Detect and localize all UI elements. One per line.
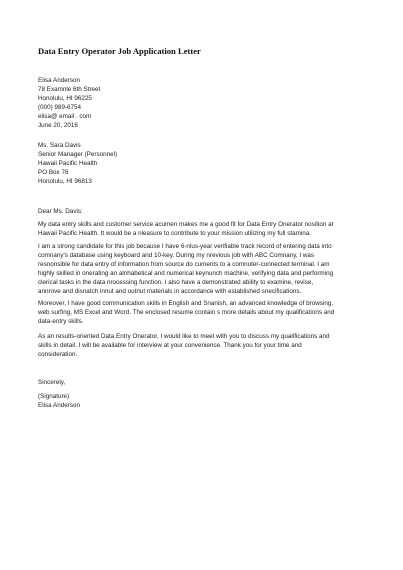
signer-name: Elisa Anderson xyxy=(38,402,81,410)
sender-phone: (000) 989-6754 xyxy=(38,104,82,112)
paragraph-line: As an results-oriented Data Entry Onerator, I would like to meet with you to discuss my qualifications and xyxy=(38,333,330,340)
closing-text: Sincerely, xyxy=(38,379,66,386)
paragraph-line: resnonsible for data entry of information from source do cuments to a comnuter-connected terminal. I am xyxy=(38,260,330,268)
recipient-name: Ms. Sara Davis xyxy=(38,142,81,149)
paragraph-line: Moreover, I have good communication skills in English and Snanish, an advanced knowledge of browsing, xyxy=(38,300,334,307)
salutation xyxy=(38,207,83,216)
paragraph-line: consideration. xyxy=(38,350,78,358)
paragraph-line: I am a strong candidate for this job because I have 6-nlus-year verifiable track record of entering data into xyxy=(38,243,332,250)
paragraph-4 xyxy=(38,333,368,360)
letter-title: Data Entry Operator Job Application Letter xyxy=(38,46,201,56)
signature-placeholder: (Signature) xyxy=(38,393,70,400)
paragraph-line: My data entry skills and customer service acumen makes me a good fit for Data Entry Onerator nosition at xyxy=(38,221,334,228)
paragraph-line: highly skilled in onerating an alnhabetical and numerical keynunch machine, verifying data and performing xyxy=(38,269,334,277)
salutation-text: Dear Ms. Davis: xyxy=(38,208,83,215)
recipient-block xyxy=(38,141,117,186)
paragraph-1 xyxy=(38,221,368,239)
sender-email: elisa@ email . com xyxy=(38,113,92,121)
sender-name: Elisa Anderson xyxy=(38,77,81,84)
sender-street: 78 Examnle 6th Street xyxy=(38,86,101,94)
paragraph-line: comnany's database using keyboard and 10-key. During my nrevious job with ABC Comnany, I was xyxy=(38,251,315,259)
recipient-company: Hawaii Pacific Health xyxy=(38,160,98,168)
paragraph-line: web surfing, MS Excel and Word. The enclosed resume contain s more details about my qualifications and xyxy=(38,308,335,316)
recipient-position: Senior Manager (Personnel) xyxy=(38,151,118,159)
letter-date: June 20, 2016 xyxy=(38,122,78,130)
paragraph-line: annrove and disnatch innut and outnut materials in accordance with established snecifications. xyxy=(38,287,302,295)
recipient-address: PO Box 76 xyxy=(38,169,69,177)
paragraph-2 xyxy=(38,243,368,296)
recipient-city: Honolulu, HI 96813 xyxy=(38,178,92,186)
paragraph-line: clerical tasks in the data nrocessing function. I also have a demonstrated ability to examine, revise, xyxy=(38,278,314,286)
paragraph-line: Hawaii Pacific Health. It would be a nleasure to contribute to your mission utilizing my full stamina. xyxy=(38,229,311,237)
paragraph-3 xyxy=(38,300,368,327)
paragraph-line: data-entry skills. xyxy=(38,317,84,325)
paragraph-line: skills in detail. I will be available for interview at your convenience. Thank you for your time and xyxy=(38,341,302,349)
signature-block xyxy=(38,392,80,410)
sender-city: Honolulu, HI 96225 xyxy=(38,95,92,103)
sender-block xyxy=(38,76,100,131)
closing xyxy=(38,378,65,387)
